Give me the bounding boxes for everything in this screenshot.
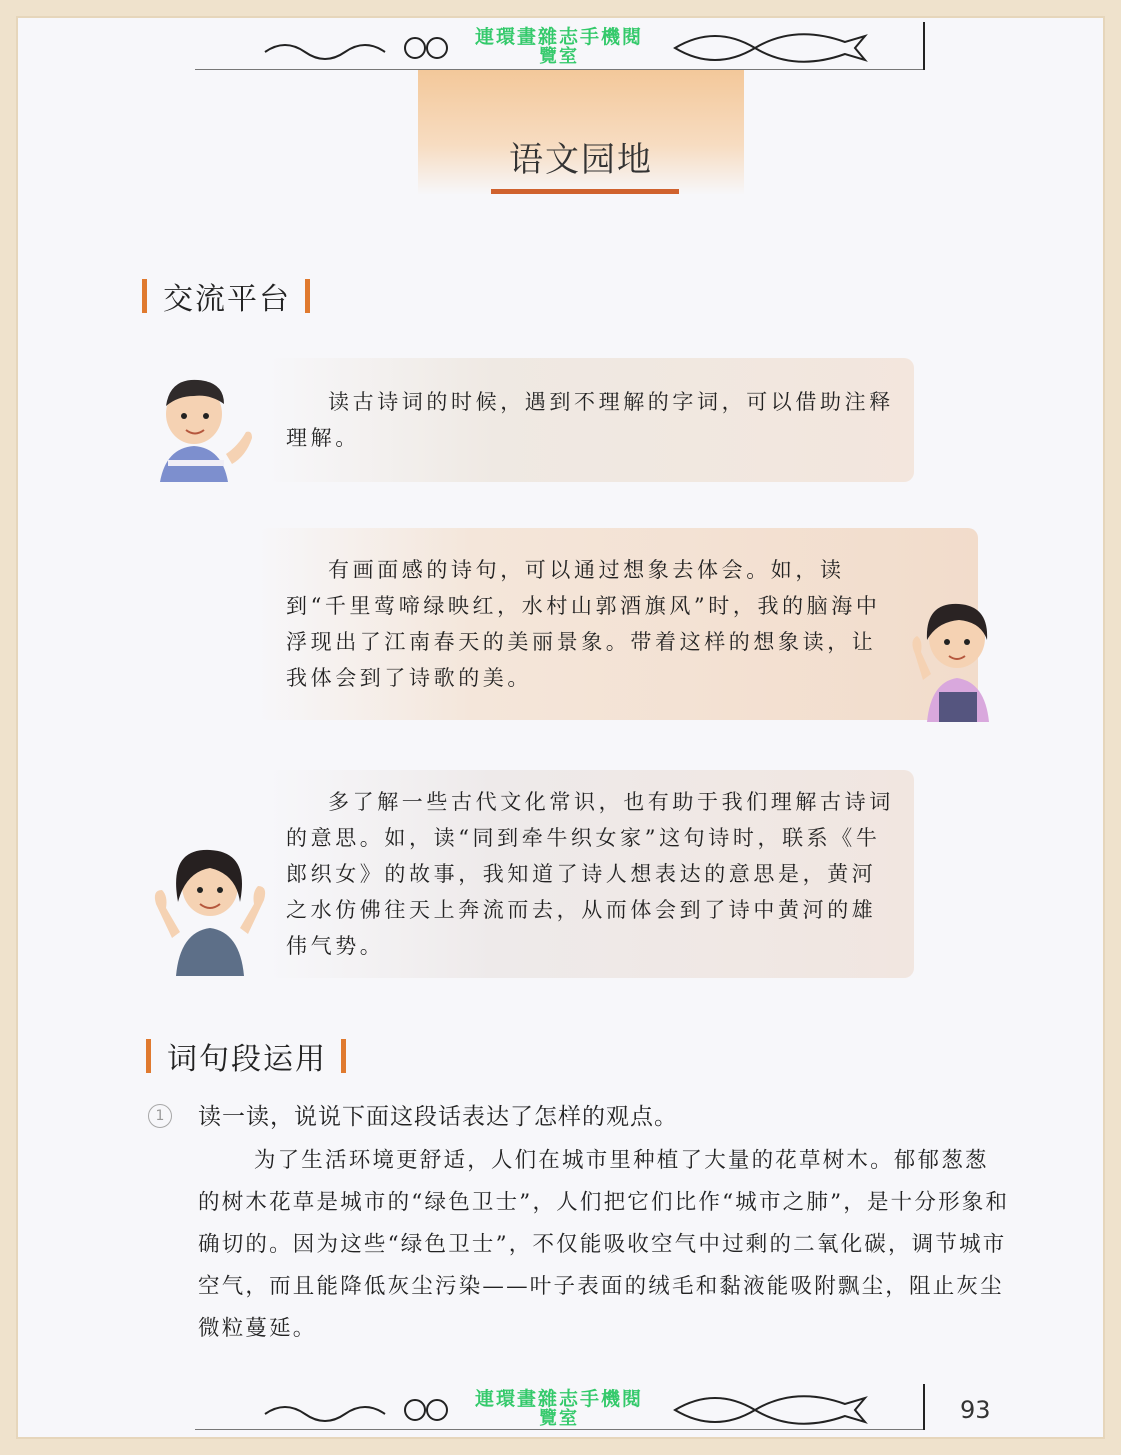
girl-avatar-icon-2 [152, 846, 272, 976]
speech-text-1: 读古诗词的时候，遇到不理解的字词，可以借助注释理解。 [286, 390, 894, 450]
speech-text-3: 多了解一些古代文化常识，也有助于我们理解古诗词的意思。如，读“同到牵牛织女家”这句诗时，联系《牛郎织女》的故事，我知道了诗人想表达的意思是，黄河之水仿佛往天上奔流而去，从而体会到了诗中黄河的雄伟气势。 [286, 790, 894, 958]
watermark-banner-bottom [195, 1384, 925, 1430]
speech-box-2 [258, 528, 978, 720]
exercise-paragraph: 为了生活环境更舒适，人们在城市里种植了大量的花草树木。郁郁葱葱的树木花草是城市的“绿色卫士”，人们把它们比作“城市之肺”，是十分形象和确切的。因为这些“绿色卫士”，不仅能吸收空气中过剩的二氧化碳，调节城市空气，而且能降低灰尘污染——叶子表面的绒毛和黏液能吸附飘尘，阻止灰尘微粒蔓延。 [198, 1148, 1010, 1341]
girl-avatar-icon [905, 600, 1015, 722]
section-header-words [146, 1036, 346, 1076]
watermark-text-bottom: 連環畫雜志手機閱 [474, 1388, 643, 1410]
exercise-number: 1 [148, 1104, 172, 1128]
section-header-exchange [142, 276, 310, 316]
speech-box-3 [268, 770, 914, 978]
section-title: 交流平台 [163, 282, 291, 317]
speech-text-2: 有画面感的诗句，可以通过想象去体会。如，读到“千里莺啼绿映红，水村山郭酒旗风”时，我的脑海中浮现出了江南春天的美丽景象。带着这样的想象读，让我体会到了诗歌的美。 [286, 558, 881, 690]
title-underline [491, 189, 679, 194]
speech-box-1 [268, 358, 914, 482]
watermark-text: 連環畫雜志手機閱 [474, 26, 643, 48]
watermark-text-bottom-2: 覽室 [539, 1408, 579, 1429]
section-title-2: 词句段运用 [167, 1042, 327, 1077]
page-title: 语文园地 [509, 140, 653, 180]
watermark-text-2: 覽室 [539, 46, 579, 67]
exercise-passage [198, 1140, 1010, 1350]
exercise-title: 读一读，说说下面这段话表达了怎样的观点。 [198, 1104, 678, 1130]
boy-avatar-icon [150, 378, 260, 482]
watermark-banner-top [195, 22, 925, 70]
page-number: 93 [960, 1396, 991, 1424]
